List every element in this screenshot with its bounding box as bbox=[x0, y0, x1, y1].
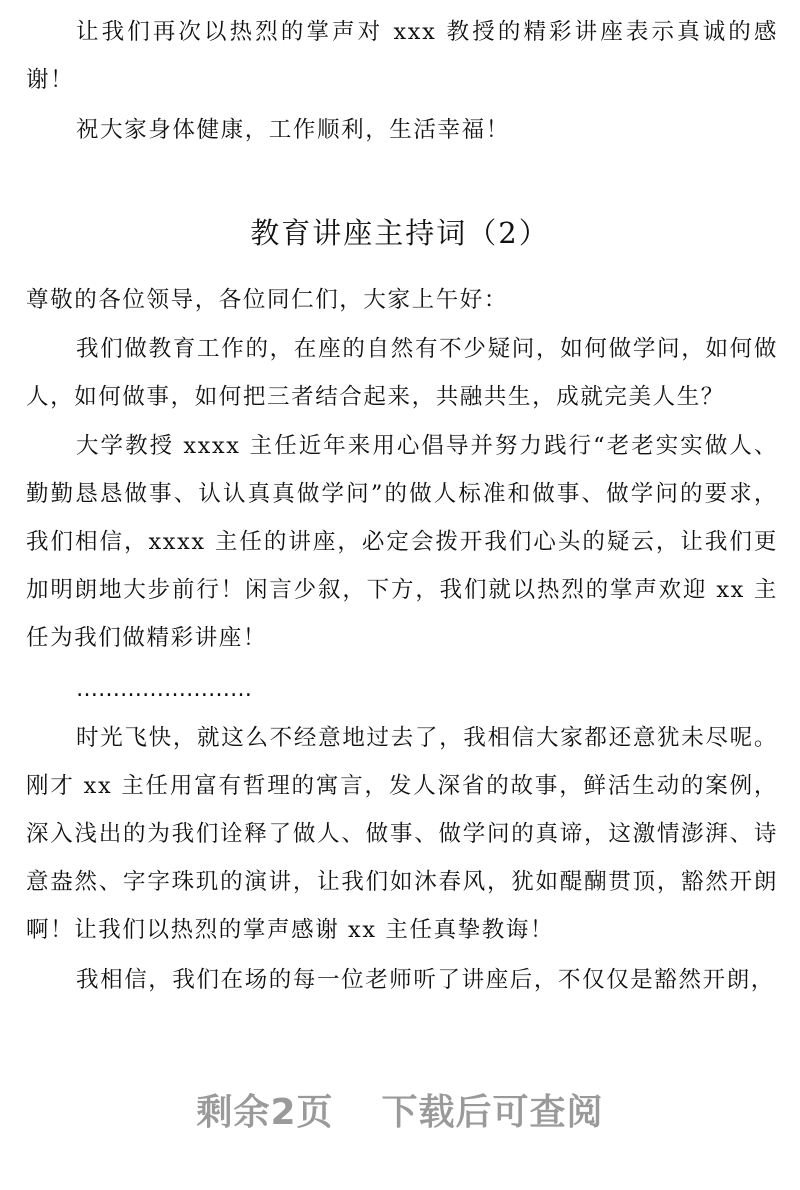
paragraph-speaker: 大学教授 xxxx 主任近年来用心倡导并努力践行“老老实实做人、勤勤恳恳做事、认认真真做学问”的做人标准和做事、做学问的要求，我们相信，xxxx 主任的讲座，必定会拨开我们心头的疑云，让我们更加明朗地大步前行！闲言少叙，下方，我们就以热烈的掌声欢迎 xx 主任为我们做精彩讲座！ bbox=[26, 433, 778, 651]
paragraph-intro: 我们做教育工作的，在座的自然有不少疑问，如何做学问，如何做人，如何做事，如何把三者结合起来，共融共生，成就完美人生？ bbox=[26, 336, 778, 410]
paragraph-thanks: 让我们再次以热烈的掌声对 xxx 教授的精彩讲座表示真诚的感谢！ bbox=[26, 19, 778, 93]
page-title: 教育讲座主持词（2） bbox=[250, 216, 550, 250]
download-to-view-label: 下载后可查阅 bbox=[381, 1092, 604, 1133]
paragraph-greeting: 尊敬的各位领导，各位同仁们，大家上午好： bbox=[26, 287, 509, 313]
paragraph-after-lecture: 时光飞快，就这么不经意地过去了，我相信大家都还意犹未尽呢。刚才 xx 主任用富有哲理的寓言，发人深省的故事，鲜活生动的案例，深入浅出的为我们诠释了做人、做事、做学问的真谛，这激情澎湃、诗意盎然、字字珠玑的演讲，让我们如沐春风，犹如醍醐贯顶，豁然开朗啊！让我们以热烈的掌声感谢 xx 主任真挚教诲！ bbox=[26, 725, 778, 943]
separator-dots: …………………… bbox=[76, 677, 252, 702]
paragraph-last: 我相信，我们在场的每一位老师听了讲座后，不仅仅是豁然开朗， bbox=[76, 967, 775, 993]
remaining-pages-label: 剩余2页 bbox=[196, 1092, 334, 1133]
download-banner[interactable] bbox=[0, 1084, 800, 1135]
paragraph-wishes: 祝大家身体健康，工作顺利，生活幸福！ bbox=[76, 117, 510, 143]
